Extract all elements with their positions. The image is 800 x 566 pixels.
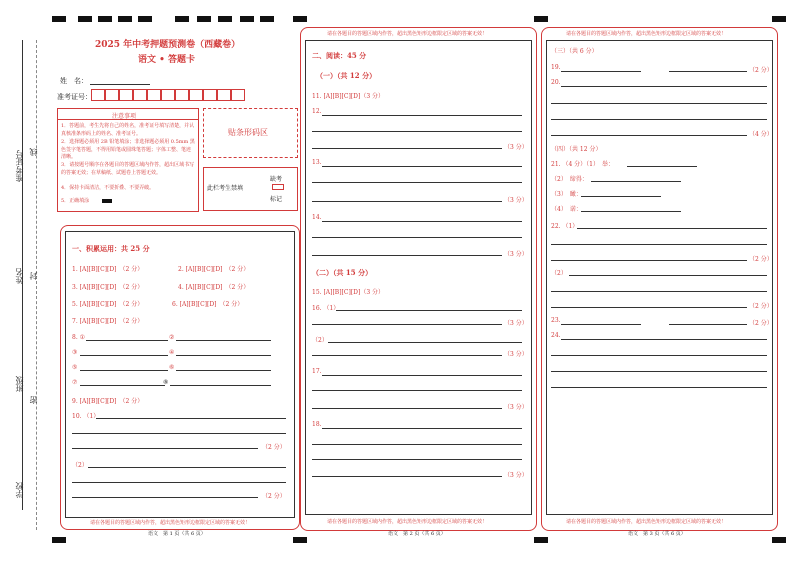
q21-4: （4） 诺： <box>551 206 582 213</box>
answer-line[interactable] <box>86 340 168 341</box>
answer-line[interactable] <box>669 71 747 72</box>
q8-5: ⑤ <box>72 364 78 371</box>
q1[interactable]: 1. [A][B][C][D] （2 分） <box>72 266 144 273</box>
part-title: （三）（共 6 分） <box>551 48 598 55</box>
answer-line[interactable] <box>312 324 502 325</box>
q12: 12. <box>312 108 322 115</box>
answer-line[interactable] <box>551 135 747 136</box>
answer-line[interactable] <box>551 371 767 372</box>
score: （2 分） <box>262 493 286 500</box>
q5[interactable]: 5. [A][B][C][D] （2 分） <box>72 301 144 308</box>
q7[interactable]: 7. [A][B][C][D] （2 分） <box>72 318 144 325</box>
answer-line[interactable] <box>312 237 522 238</box>
q19: 19. <box>551 64 561 71</box>
answer-line[interactable] <box>569 275 767 276</box>
q22-2: （2） <box>551 270 567 277</box>
notice-box <box>57 108 199 212</box>
score: （2 分） <box>749 67 773 74</box>
answer-line[interactable] <box>176 340 271 341</box>
score: （3 分） <box>504 404 528 411</box>
alignment-mark <box>197 16 211 22</box>
score: （2 分） <box>749 303 773 310</box>
absent-checkbox[interactable] <box>272 184 284 190</box>
q8-8: ⑧ <box>163 379 169 386</box>
part-title: （一）（共 12 分） <box>316 71 377 80</box>
answer-line[interactable] <box>312 255 502 256</box>
alignment-mark <box>52 16 66 22</box>
answer-line[interactable] <box>581 211 681 212</box>
q6[interactable]: 6. [A][B][C][D] （2 分） <box>172 301 244 308</box>
answer-line[interactable] <box>551 244 767 245</box>
alignment-mark <box>293 16 307 22</box>
name-side-label: 姓名 <box>15 268 24 284</box>
answer-line[interactable] <box>561 86 767 87</box>
alignment-mark <box>52 537 66 543</box>
q24: 24. <box>551 332 561 339</box>
answer-line[interactable] <box>312 201 502 202</box>
answer-line[interactable] <box>312 459 522 460</box>
page-number: 语文 第 2 页（共 6 页） <box>388 531 446 537</box>
answer-line[interactable] <box>176 355 271 356</box>
q8-3: ③ <box>72 349 78 356</box>
answer-line[interactable] <box>72 482 286 483</box>
notice-item: 3．请按题号顺序在各题目的答题区域内作答，超出区域书写的答案无效；在草稿纸、试题卷上答题无效。 <box>61 162 195 176</box>
q17: 17. <box>312 368 322 375</box>
score: （3 分） <box>504 320 528 327</box>
answer-line[interactable] <box>322 115 522 116</box>
side-write-line <box>22 40 23 510</box>
notice-title: 注意事项 <box>112 113 137 120</box>
answer-line[interactable] <box>551 307 747 308</box>
answer-line[interactable] <box>561 324 641 325</box>
alignment-mark <box>772 537 786 543</box>
answer-line[interactable] <box>80 385 165 386</box>
q21-2: （2） 缔得： <box>551 176 588 183</box>
score: （2 分） <box>262 444 286 451</box>
alignment-mark <box>98 16 112 22</box>
page-number: 语文 第 3 页（共 6 页） <box>628 531 686 537</box>
alignment-mark <box>218 16 232 22</box>
answer-line[interactable] <box>551 387 767 388</box>
answer-box-2 <box>305 40 532 515</box>
answer-line[interactable] <box>312 355 502 356</box>
q13: 13. <box>312 159 322 166</box>
mark-label: 标记 <box>270 196 283 203</box>
name-field[interactable] <box>90 84 150 85</box>
filled-example <box>102 199 112 203</box>
answer-line[interactable] <box>561 339 767 340</box>
q14: 14. <box>312 214 322 221</box>
answer-line[interactable] <box>561 71 641 72</box>
notice-item: 5．正确填涂 <box>61 198 90 204</box>
page-title: 2025 年中考押题预测卷（西藏卷） <box>95 40 241 50</box>
score: （2 分） <box>749 256 773 263</box>
boundary-notice: 请在各题目的答题区域内作答，超出黑色矩形边框限定区域的答案无效！ <box>90 520 251 526</box>
alignment-mark <box>772 16 786 22</box>
q18: 18. <box>312 421 322 428</box>
score: （3 分） <box>504 472 528 479</box>
barcode-label: 贴条形码区 <box>228 128 268 137</box>
school-side-label: 学校 <box>15 482 24 498</box>
answer-line[interactable] <box>80 370 168 371</box>
answer-line[interactable] <box>551 103 767 104</box>
alignment-mark <box>260 16 274 22</box>
answer-line[interactable] <box>312 148 502 149</box>
answer-line[interactable] <box>551 291 767 292</box>
q21-3: （3） 瞰： <box>551 191 582 198</box>
answer-line[interactable] <box>72 448 258 449</box>
q21-1: 21. （4 分）（1） 举： <box>551 161 614 168</box>
absent-box <box>203 167 298 211</box>
part-title: （四）（共 12 分） <box>551 146 602 153</box>
alignment-mark <box>118 16 132 22</box>
absent-note: 此栏考生禁填 <box>207 185 244 192</box>
answer-line[interactable] <box>551 355 767 356</box>
answer-line[interactable] <box>176 370 271 371</box>
alignment-mark <box>78 16 92 22</box>
notice-item: 2．选择题必须用 2B 铅笔填涂；非选择题必须用 0.5mm 黑色签字笔答题，不得用铅笔或圆珠笔答题；字体工整、笔迹清晰。 <box>61 139 195 160</box>
answer-line[interactable] <box>312 408 502 409</box>
class-side-label: 班级 <box>15 376 24 392</box>
boundary-notice: 请在各题目的答题区域内作答，超出黑色矩形边框限定区域的答案无效！ <box>566 519 727 525</box>
answer-line[interactable] <box>312 444 522 445</box>
answer-line[interactable] <box>88 467 286 468</box>
notice-item: 1．答题前，考生先将自己的姓名，准考证号填写清楚，并认真核准条形码上的姓名、准考证号。 <box>61 123 195 137</box>
answer-line[interactable] <box>96 418 286 419</box>
answer-line[interactable] <box>328 342 522 343</box>
answer-line[interactable] <box>581 196 661 197</box>
answer-line[interactable] <box>336 310 522 311</box>
alignment-mark <box>138 16 152 22</box>
alignment-mark <box>534 16 548 22</box>
answer-line[interactable] <box>322 428 522 429</box>
side-line-label: 线 <box>29 148 38 156</box>
notice-item: 4．保持卡面清洁，不要折叠、不要弄破。 <box>61 185 155 191</box>
q8-2: ② <box>169 334 175 341</box>
score: （3 分） <box>504 351 528 358</box>
answer-line[interactable] <box>72 497 258 498</box>
answer-line[interactable] <box>551 119 767 120</box>
alignment-mark <box>240 16 254 22</box>
barcode-area <box>203 108 298 158</box>
answer-line[interactable] <box>312 182 522 183</box>
score: （3 分） <box>504 197 528 204</box>
score: （3 分） <box>504 144 528 151</box>
q8-7: ⑦ <box>72 379 78 386</box>
q10-1: 10. （1） <box>72 413 100 420</box>
answer-box-1 <box>65 231 295 518</box>
answer-line[interactable] <box>312 390 522 391</box>
alignment-mark <box>534 537 548 543</box>
answer-line[interactable] <box>551 260 747 261</box>
q16-2: （2） <box>312 337 328 344</box>
section-title: 一、积累运用：共 25 分 <box>72 244 150 253</box>
boundary-notice: 请在各题目的答题区域内作答，超出黑色矩形边框限定区域的答案无效！ <box>327 519 488 525</box>
absent-label: 缺考 <box>270 176 283 183</box>
q15[interactable]: 15. [A][B][C][D]（3 分） <box>312 289 385 296</box>
part-title: （二）（共 15 分） <box>312 268 373 277</box>
answer-box-3 <box>546 40 773 515</box>
answer-line[interactable] <box>591 181 681 182</box>
answer-line[interactable] <box>627 166 697 167</box>
answer-line[interactable] <box>577 228 767 229</box>
section-title: 二、阅读：45 分 <box>312 51 367 60</box>
side-secret-label: 密 <box>29 396 38 404</box>
q16-1: 16. （1） <box>312 305 340 312</box>
exam-no-boxes[interactable] <box>91 89 245 103</box>
name-label: 姓 名： <box>60 77 88 85</box>
alignment-mark <box>175 16 189 22</box>
q3[interactable]: 3. [A][B][C][D] （2 分） <box>72 284 144 291</box>
score: （2 分） <box>749 320 773 327</box>
q4[interactable]: 4. [A][B][C][D] （2 分） <box>178 284 250 291</box>
answer-line[interactable] <box>80 355 168 356</box>
q11[interactable]: 11. [A][B][C][D]（3 分） <box>312 93 385 100</box>
page-number: 语文 第 1 页（共 6 页） <box>148 531 206 537</box>
answer-line[interactable] <box>312 476 502 477</box>
answer-line[interactable] <box>322 166 522 167</box>
answer-line[interactable] <box>312 131 522 132</box>
binding-line <box>36 40 37 530</box>
divider <box>58 119 198 120</box>
q10-2: （2） <box>72 462 88 469</box>
q8-4: ④ <box>169 349 175 356</box>
alignment-mark <box>293 537 307 543</box>
answer-line[interactable] <box>170 385 271 386</box>
q8-6: ⑥ <box>169 364 175 371</box>
q9[interactable]: 9. [A][B][C][D] （2 分） <box>72 398 144 405</box>
answer-line[interactable] <box>322 221 522 222</box>
score: （4 分） <box>749 131 773 138</box>
answer-line[interactable] <box>322 375 522 376</box>
q22-1: 22. （1） <box>551 223 579 230</box>
score: （3 分） <box>504 251 528 258</box>
page-subtitle: 语文 • 答题卡 <box>138 55 196 65</box>
boundary-notice: 请在各题目的答题区域内作答，超出黑色矩形边框限定区域的答案无效！ <box>566 31 727 37</box>
boundary-notice: 请在各题目的答题区域内作答，超出黑色矩形边框限定区域的答案无效！ <box>327 31 488 37</box>
exam-no-label: 准考证号： <box>57 93 92 101</box>
answer-line[interactable] <box>669 324 747 325</box>
q23: 23. <box>551 317 561 324</box>
exam-no-side-label: 准考证号 <box>15 150 24 182</box>
q2[interactable]: 2. [A][B][C][D] （2 分） <box>178 266 250 273</box>
q20: 20. <box>551 79 561 86</box>
answer-line[interactable] <box>72 433 286 434</box>
q8-1: 8. ① <box>72 334 86 341</box>
side-seal-label: 封 <box>29 272 38 280</box>
